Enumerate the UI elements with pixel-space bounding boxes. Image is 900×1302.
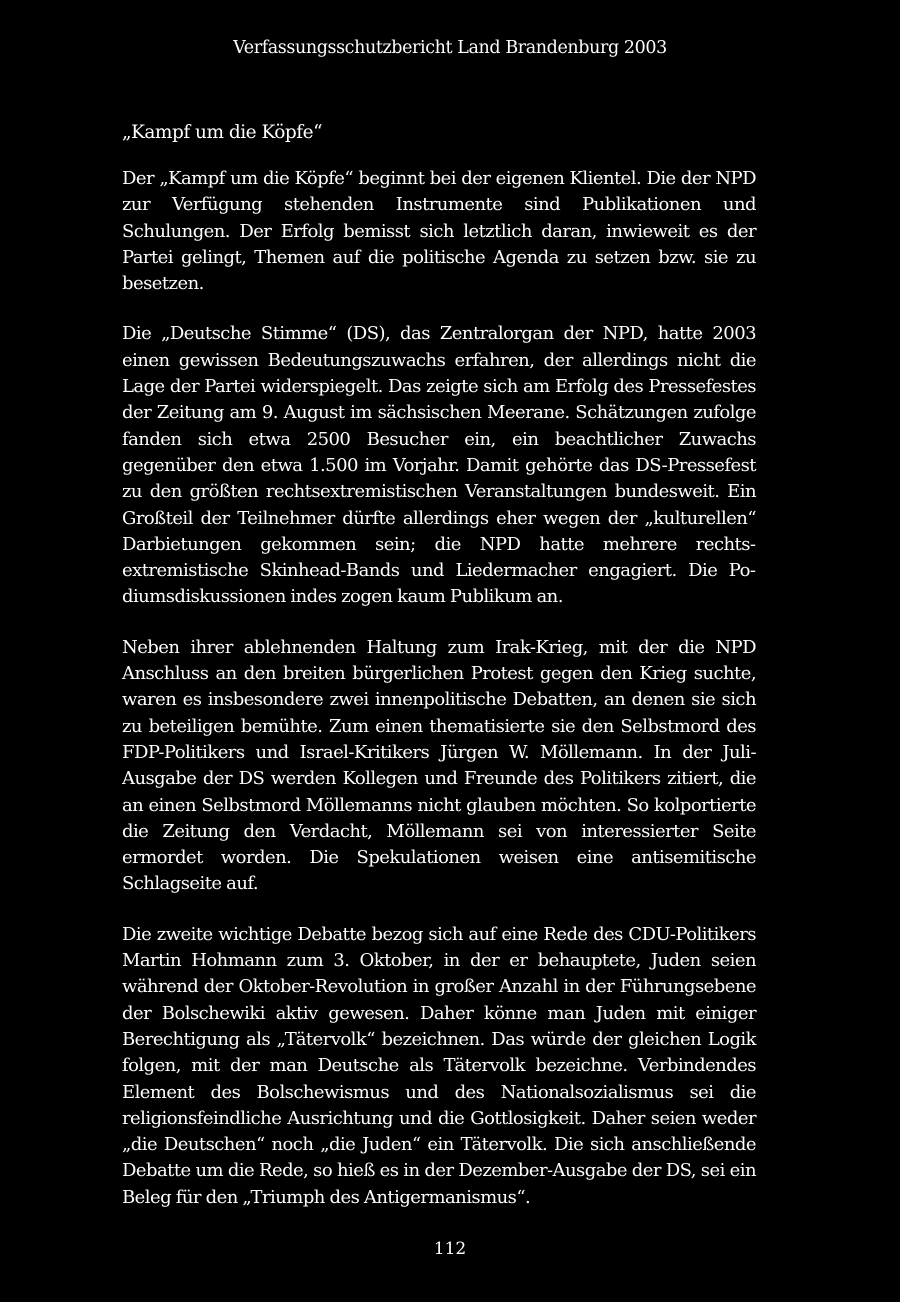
page-body — [122, 120, 756, 1235]
page-number: 112 — [433, 1239, 467, 1259]
paragraph-2: Die „Deutsche Stimme“ (DS), das Zentralorgan der NPD, hatte 2003 einen gewissen Bedeutungszuwachs erfahren, der allerdings nicht die Lage der Partei widerspiegelt. Das zeigte sich am Erfolg des Pressefestes der Zeitung am 9. August im sächsischen Meerane. Schätzungen zufolge fanden sich etwa 2500 Besucher ein, ein beachtlicher Zuwachs gegenüber den etwa 1.500 im Vorjahr. Damit gehörte das DS-Pressefest zu den größten rechtsextremistischen Veranstaltungen bundesweit. Ein Großteil der Teilnehmer dürfte allerdings eher wegen der „kulturellen“ Darbietungen gekommen sein; die NPD hatte mehrere rechtsextremistische Skinhead-Bands und Liedermacher engagiert. Die Podiumsdiskussionen indes zogen kaum Publikum an. — [122, 323, 756, 608]
paragraph-4: Die zweite wichtige Debatte bezog sich auf eine Rede des CDU-Politikers Martin Hohmann zum 3. Oktober, in der er behauptete, Juden seien während der Oktober-Revolution in großer Anzahl in der Führungsebene der Bolschewiki aktiv gewesen. Daher könne man Juden mit einiger Berechtigung als „Tätervolk“ bezeichnen. Das würde der gleichen Logik folgen, mit der man Deutsche als Tätervolk bezeichne. Verbindendes Element des Bolschewismus und des Nationalsozialismus sei die religionsfeindliche Ausrichtung und die Gottlosigkeit. Daher seien weder „die Deutschen“ noch „die Juden“ ein Tätervolk. Die sich anschließende Debatte um die Rede, so hieß es in der Dezember-Ausgabe der DS, sei ein Beleg für den „Triumph des Antigermanismus“. — [122, 923, 756, 1208]
running-header: Verfassungsschutzbericht Land Brandenburg 2003 — [233, 38, 667, 58]
paragraph-1: Der „Kampf um die Köpfe“ beginnt bei der eigenen Klientel. Die der NPD zur Verfügung stehenden Instrumente sind Publikationen und Schulungen. Der Erfolg bemisst sich letztlich daran, inwieweit es der Partei gelingt, Themen auf die politische Agenda zu setzen bzw. sie zu besetzen. — [122, 168, 756, 295]
section-heading: „Kampf um die Köpfe“ — [122, 122, 323, 143]
paragraph-3: Neben ihrer ablehnenden Haltung zum Irak-Krieg, mit der die NPD Anschluss an den breiten bürgerlichen Protest gegen den Krieg suchte, waren es insbesondere zwei innenpolitische Debatten, an denen sie sich zu beteiligen bemühte. Zum einen thematisierte sie den Selbstmord des FDP-Politikers und Israel-Kritikers Jürgen W. Möllemann. In der Juli-Ausgabe der DS werden Kollegen und Freunde des Politikers zitiert, die an einen Selbstmord Möllemanns nicht glauben möchten. So kolportierte die Zeitung den Verdacht, Möllemann sei von interessierter Seite ermordet worden. Die Spekulationen weisen eine antisemitische Schlagseite auf. — [122, 636, 756, 895]
